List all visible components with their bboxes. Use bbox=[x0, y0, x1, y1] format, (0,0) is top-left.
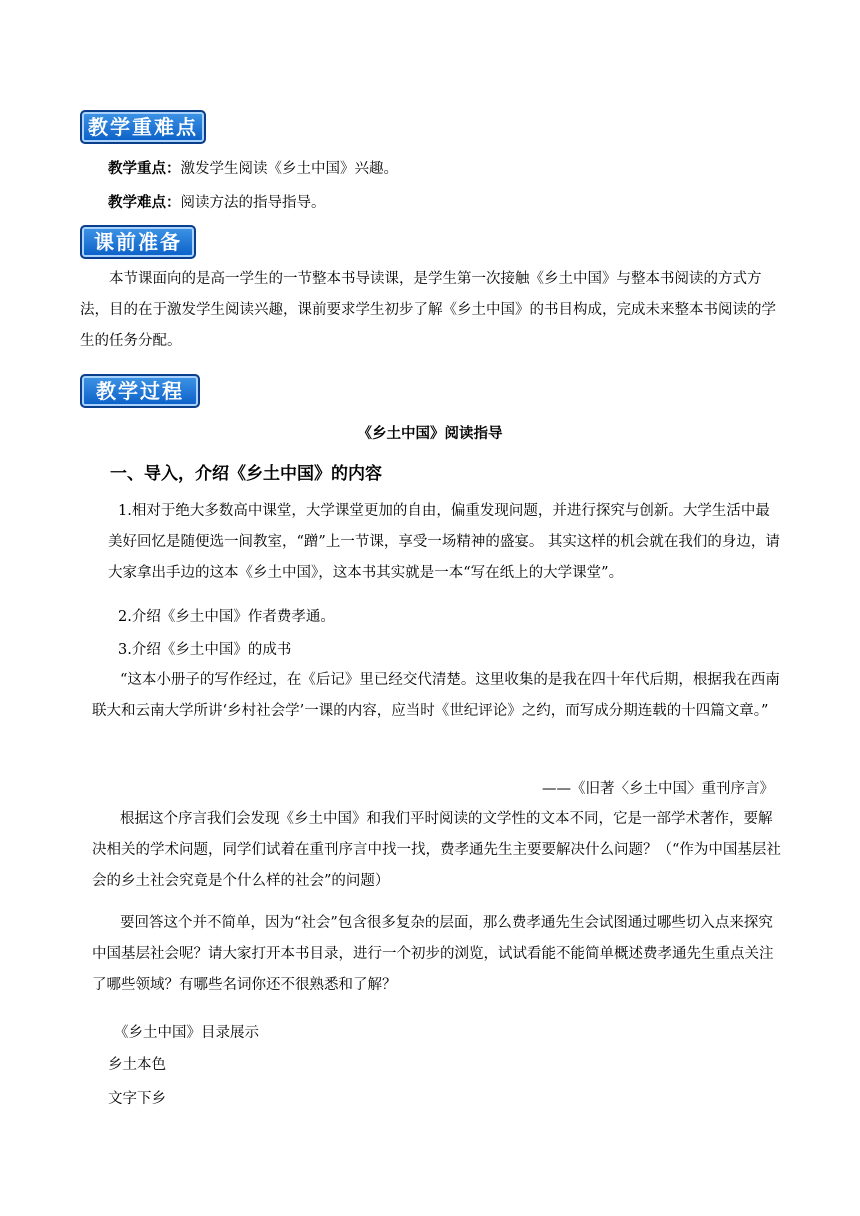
quote-source: ——《旧著〈乡土中国〉重刊序言》 bbox=[542, 781, 774, 797]
section-badge-prep: 课前准备 bbox=[80, 225, 196, 259]
process-item-2: 2.介绍《乡土中国》作者费孝通。 bbox=[118, 609, 335, 625]
toc-item: 乡土本色 bbox=[108, 1057, 166, 1073]
section-badge-key-points: 教学重难点 bbox=[80, 110, 206, 144]
prep-paragraph: 本节课面向的是高一学生的一节整本书导读课，是学生第一次接触《乡土中国》与整本书阅读的方式方法，目的在于激发学生阅读兴趣，课前要求学生初步了解《乡土中国》的书目构成，完成未来整本书阅读的学生的任务分配。 bbox=[80, 271, 776, 349]
analysis-paragraph-2: 要回答这个并不简单，因为“社会”包含很多复杂的层面，那么费孝通先生会试图通过哪些切入点来探究中国基层社会呢？请大家打开本书目录，进行一个初步的浏览，试试看能不能简单概述费孝通先生重点关注了哪些领域？有哪些名词你还不很熟悉和了解？ bbox=[92, 915, 774, 993]
teaching-focus-label: 教学重点： bbox=[108, 161, 181, 177]
section-badge-process: 教学过程 bbox=[80, 374, 200, 408]
process-item-1: 1.相对于绝大多数高中课堂，大学课堂更加的自由，偏重发现问题，并进行探究与创新。大学生活中最美好回忆是随便选一间教室，“蹭”上一节课，享受一场精神的盛宴。 其实这样的机会就在我们的身边，请大家拿出手边的这本《乡土中国》，这本书其实就是一本“写在纸上的大学课堂”。 bbox=[108, 503, 780, 581]
analysis-paragraph-1: 根据这个序言我们会发现《乡土中国》和我们平时阅读的文学性的文本不同，它是一部学术著作，要解决相关的学术问题，同学们试着在重刊序言中找一找，费孝通先生主要要解决什么问题？（“作为中国基层社会的乡土社会究竟是个什么样的社会”的问题） bbox=[92, 811, 781, 889]
teaching-difficulty-text: 阅读方法的指导指导。 bbox=[180, 195, 326, 211]
process-item-3: 3.介绍《乡土中国》的成书 bbox=[118, 642, 292, 658]
teaching-focus-text: 激发学生阅读《乡土中国》兴趣。 bbox=[180, 161, 398, 177]
toc-label: 《乡土中国》目录展示 bbox=[114, 1025, 259, 1041]
teaching-focus bbox=[108, 157, 398, 178]
teaching-difficulty bbox=[108, 191, 326, 212]
lesson-title: 《乡土中国》阅读指导 bbox=[357, 426, 503, 442]
preface-quote: “这本小册子的写作经过，在《后记》里已经交代清楚。这里收集的是我在四十年代后期，根据我在西南联大和云南大学所讲‘乡村社会学’一课的内容，应当时《世纪评论》之约，而写成分期连载的十四篇文章。” bbox=[92, 672, 780, 719]
section-heading-1: 一、导入，介绍《乡土中国》的内容 bbox=[110, 464, 382, 484]
teaching-difficulty-label: 教学难点： bbox=[108, 195, 181, 211]
toc-item: 文字下乡 bbox=[108, 1091, 166, 1107]
